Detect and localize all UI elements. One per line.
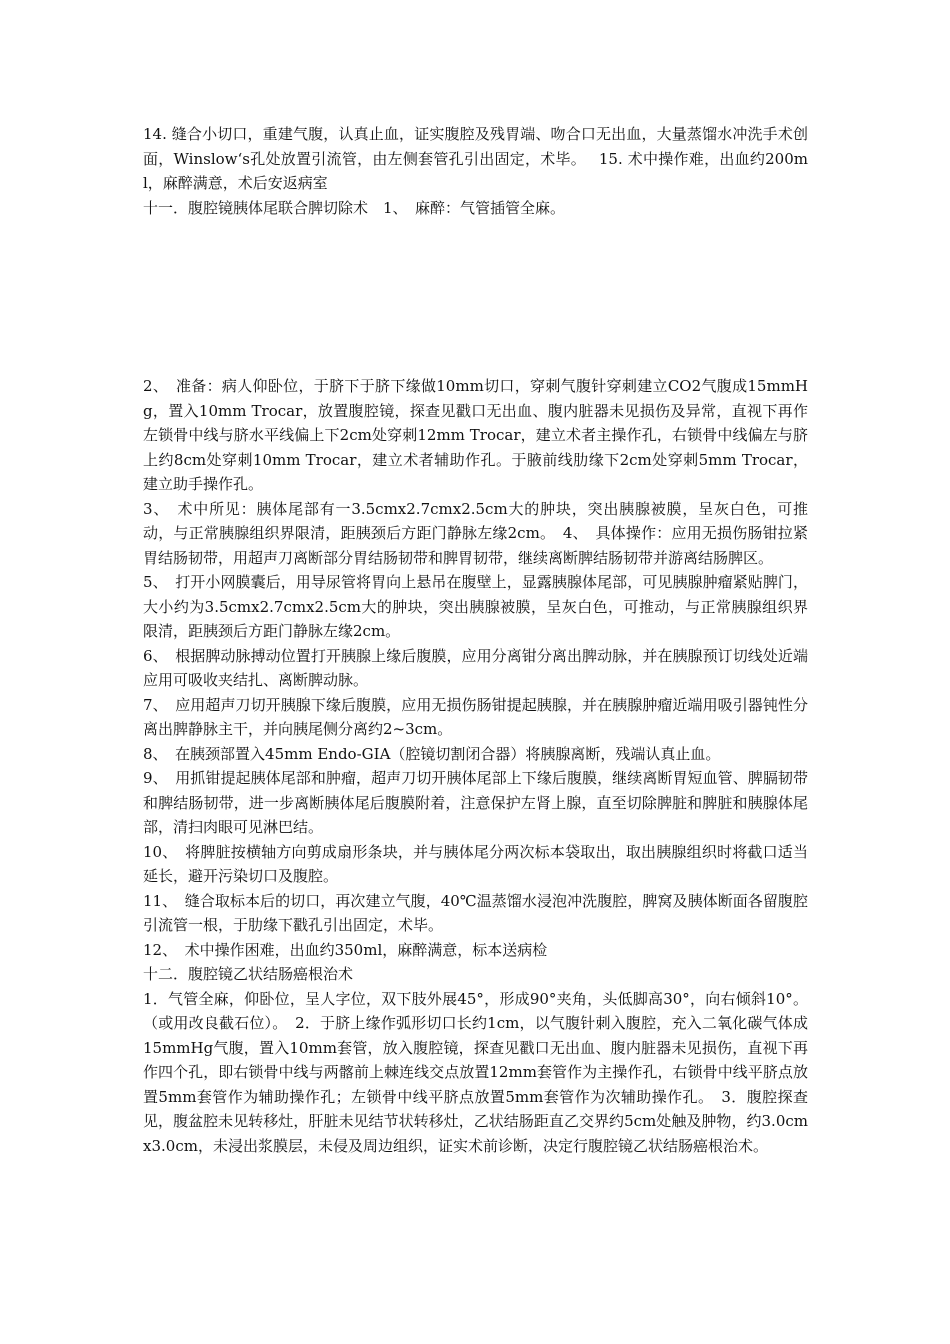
- section-heading-11: 十一．腹腔镜胰体尾联合脾切除术 1、 麻醉：气管插管全麻。: [143, 198, 566, 217]
- paragraph-step-3-4: 3、 术中所见：胰体尾部有一3.5cmx2.7cmx2.5cm大的肿块，突出胰腺被膜，呈灰白色，可推动，与正常胰腺组织界限清，距胰颈后方距门静脉左缘2cm。 4、 具体操作：应用无损伤肠钳拉紧胃结肠韧带，用超声刀离断部分胃结肠韧带和脾胃韧带，继续离断脾结肠韧带并游离结肠脾区。: [143, 499, 808, 567]
- paragraph-step-11: 11、 缝合取标本后的切口，再次建立气腹，40℃温蒸馏水浸泡冲洗腹腔，脾窝及胰体断面各留腹腔引流管一根，于肋缘下戳孔引出固定，术毕。: [143, 891, 808, 934]
- paragraph-step-9: 9、 用抓钳提起胰体尾部和肿瘤，超声刀切开胰体尾部上下缘后腹膜，继续离断胃短血管、脾膈韧带和脾结肠韧带，进一步离断胰体尾后腹膜附着，注意保护左肾上腺，直至切除脾脏和脾脏和胰腺体尾部，清扫肉眼可见淋巴结。: [143, 769, 808, 836]
- section-heading-12: 十二．腹腔镜乙状结肠癌根治术: [143, 965, 354, 983]
- paragraph-step-14: 14. 缝合小切口，重建气腹，认真止血，证实腹腔及残胃端、吻合口无出血，大量蒸馏水冲洗手术创面，Winslow‘s孔处放置引流管，由左侧套管孔引出固定，术毕。 15. 术中操作难，出血约200ml，麻醉满意，术后安返病室: [143, 125, 808, 192]
- paragraph-step-12: 12、 术中操作困难，出血约350ml，麻醉满意，标本送病检: [143, 940, 548, 959]
- paragraph-steps-1-3: 1．气管全麻，仰卧位，呈人字位，双下肢外展45°，形成90°夹角，头低脚高30°，向右倾斜10°。（或用改良截石位）。 2．于脐上缘作弧形切口长约1cm，以气腹针刺入腹腔，充入二氧化碳气体成15mmHg气腹，置入10mm套管，放入腹腔镜，探查见戳口无出血、腹内脏器未见损伤，直视下再作四个孔，即右锁骨中线与两髂前上棘连线交点放置12mm套管作为主操作孔，右锁骨中线平脐点放置5mm套管作为辅助操作孔；左锁骨中线平脐点放置5mm套管作为次辅助操作孔。 3．腹腔探查见，腹盆腔未见转移灶，肝脏未见结节状转移灶，乙状结肠距直乙交界约5cm处触及肿物，约3.0cmx3.0cm，未浸出浆膜层，未侵及周边组织，证实术前诊断，决定行腹腔镜乙状结肠癌根治术。: [143, 989, 808, 1155]
- top-text-block: [143, 122, 808, 220]
- paragraph-step-10: 10、 将脾脏按横轴方向剪成扇形条块，并与胰体尾分两次标本袋取出，取出胰腺组织时将截口适当延长，避开污染切口及腹腔。: [143, 842, 808, 885]
- paragraph-step-2: 2、 准备：病人仰卧位，于脐下于脐下缘做10mm切口，穿刺气腹针穿刺建立CO2气腹成15mmHg，置入10mm Trocar，放置腹腔镜，探查见戳口无出血、腹内脏器未见损伤及异常，直视下再作左锁骨中线与脐水平线偏上下2cm处穿刺12mm Trocar，建立术者主操作孔，右锁骨中线偏左与脐上约8cm处穿刺10mm Trocar，建立术者辅助作孔。于腋前线肋缘下2cm处穿刺5mm Trocar，建立助手操作孔。: [143, 377, 808, 493]
- paragraph-step-8: 8、 在胰颈部置入45mm Endo-GIA（腔镜切割闭合器）将胰腺离断，残端认真止血。: [143, 744, 721, 763]
- paragraph-step-5: 5、 打开小网膜囊后，用导尿管将胃向上悬吊在腹壁上，显露胰腺体尾部，可见胰腺肿瘤紧贴脾门，大小约为3.5cmx2.7cmx2.5cm大的肿块，突出胰腺被膜，呈灰白色，可推动，与正常胰腺组织界限清，距胰颈后方距门静脉左缘2cm。: [143, 573, 808, 640]
- paragraph-step-6: 6、 根据脾动脉搏动位置打开胰腺上缘后腹膜，应用分离钳分离出脾动脉，并在胰腺预订切线处近端应用可吸收夹结扎、离断脾动脉。: [143, 646, 808, 689]
- paragraph-step-7: 7、 应用超声刀切开胰腺下缘后腹膜，应用无损伤肠钳提起胰腺，并在胰腺肿瘤近端用吸引器钝性分离出脾静脉主干，并向胰尾侧分离约2~3cm。: [143, 695, 808, 738]
- main-text-block: [143, 374, 808, 1158]
